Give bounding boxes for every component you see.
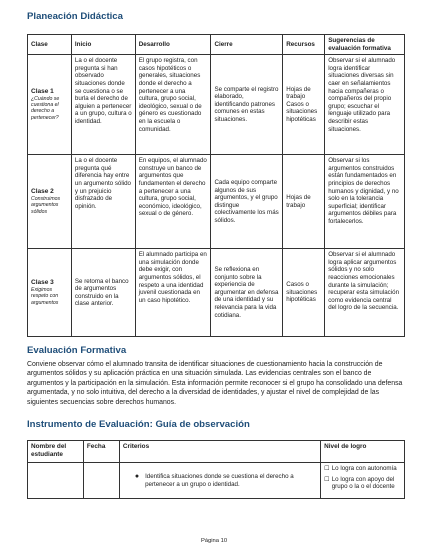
clase-cell <box>28 249 72 337</box>
checkbox-icon[interactable]: ☐ <box>324 465 330 472</box>
inicio-cell: Se retoma el banco de argumentos construido en la clase anterior. <box>71 249 135 337</box>
nivel-option-label: Lo logra con autonomía <box>331 465 397 472</box>
header-criterios: Criterios <box>119 441 320 463</box>
header-cierre: Cierre <box>211 35 283 55</box>
nivel-option-autonomia[interactable] <box>324 465 401 473</box>
checkbox-icon[interactable]: ☐ <box>324 475 330 483</box>
page-number: Página 10 <box>200 538 228 544</box>
nombre-cell[interactable] <box>28 463 84 499</box>
header-clase: Clase <box>28 35 72 55</box>
plan-heading: Planeación Didáctica <box>27 11 123 22</box>
clase-title: Clase 3 <box>31 279 54 287</box>
plan-row-clase-1 <box>28 55 405 155</box>
cierre-cell: Cada equipo comparte algunos de sus argumentos, y el grupo distingue colectivamente los más sólidos. <box>211 155 283 249</box>
nivel-option-label: Lo logra con apoyo del grupo o la o el docente <box>331 475 395 491</box>
recursos-cell: Hojas de trabajo Casos o situaciones hipotéticas <box>283 55 325 155</box>
desarrollo-cell: En equipos, el alumnado construye un banco de argumentos que fundamenten el derecho a pertenecer a una cultura, grupo social, económico, ideológico, sexual o de género. <box>135 155 211 249</box>
criterio-text: Identifica situaciones donde se cuestiona el derecho a pertenecer a un grupo o identidad. <box>145 472 294 488</box>
header-recursos: Recursos <box>283 35 325 55</box>
bullet-icon: ● <box>134 472 140 480</box>
sugerencias-cell: Observar si los argumentos construidos están fundamentados en principios de derechos humanos y dignidad, y no solo en la tolerancia superficial; identificar argumentos débiles para fortalecerlos. <box>325 155 405 249</box>
cierre-cell: Se comparte el registro elaborado, identificando patrones comunes en estas situaciones. <box>211 55 283 155</box>
instrument-header-row <box>28 441 405 463</box>
plan-table <box>27 34 405 337</box>
plan-row-clase-3 <box>28 249 405 337</box>
clase-subtitle: ¿Cuándo se cuestiona el derecho a pertenecer? <box>31 95 60 121</box>
evaluacion-paragraph: Conviene observar cómo el alumnado transita de identificar situaciones de cuestionamiento hacia la construcción de argumentos sólidos y su aplicación práctica en una situación simulada. Las evidencias centrales son el banco de argumentos y la participación en la simulación. Esta información permite reconocer si el grupo ha consolidado una defensa argumentada, y no solo intuitiva, del derecho a la diversidad de identidades, y ajustar el nivel de complejidad de las siguientes secuencias sobre derechos humanos. <box>27 361 403 406</box>
criterio-cell <box>119 463 320 499</box>
desarrollo-cell: El grupo registra, con casos hipotéticos o generales, situaciones donde el derecho a pertenecer a una cultura, grupo social, ideológico, sexual o de género es cuestionado en la escuela o comunidad. <box>135 55 211 155</box>
header-nivel: Nivel de logro <box>321 441 405 463</box>
header-sugerencias: Sugerencias de evaluación formativa <box>325 35 405 55</box>
recursos-cell: Hojas de trabajo <box>283 155 325 249</box>
instrument-row <box>28 463 405 499</box>
header-desarrollo: Desarrollo <box>135 35 211 55</box>
desarrollo-cell: El alumnado participa en una simulación donde debe exigir, con argumentos sólidos, el respeto a una identidad juvenil cuestionada en un caso hipotético. <box>135 249 211 337</box>
header-nombre: Nombre del estudiante <box>28 441 84 463</box>
clase-title: Clase 1 <box>31 88 54 96</box>
clase-cell <box>28 155 72 249</box>
recursos-cell: Casos o situaciones hipotéticas <box>283 249 325 337</box>
clase-subtitle: Construimos argumentos sólidos <box>31 195 61 215</box>
inicio-cell: La o el docente pregunta qué diferencia hay entre un argumento sólido y un prejuicio disfrazado de opinión. <box>71 155 135 249</box>
sugerencias-cell: Observar si el alumnado logra identificar situaciones diversas sin caer en señalamientos hacia compañeras o compañeros del propio grupo; escuchar el lenguaje utilizado para describir estas situaciones. <box>325 55 405 155</box>
instrument-table <box>27 440 405 499</box>
cierre-cell: Se reflexiona en conjunto sobre la experiencia de argumentar en defensa de una identidad y su relevancia para la vida cotidiana. <box>211 249 283 337</box>
plan-row-clase-2 <box>28 155 405 249</box>
instrumento-heading: Instrumento de Evaluación: Guía de observación <box>27 419 250 430</box>
header-inicio: Inicio <box>71 35 135 55</box>
clase-cell <box>28 55 72 155</box>
clase-title: Clase 2 <box>31 188 54 196</box>
inicio-cell: La o el docente pregunta si han observado situaciones donde se cuestiona o se burla el derecho de alguien a pertenecer a un grupo, cultura o identidad. <box>71 55 135 155</box>
nivel-option-apoyo[interactable] <box>324 476 401 491</box>
evaluacion-heading: Evaluación Formativa <box>27 345 127 356</box>
nivel-cell <box>321 463 405 499</box>
fecha-cell[interactable] <box>83 463 119 499</box>
plan-header-row <box>28 35 405 55</box>
header-fecha: Fecha <box>83 441 119 463</box>
clase-subtitle: Exigimos respeto con argumentos <box>31 286 59 306</box>
sugerencias-cell: Observar si el alumnado logra aplicar argumentos sólidos y no solo reacciones emocionales durante la simulación; recuperar esta simulación como evidencia central del logro de la secuencia. <box>325 249 405 337</box>
